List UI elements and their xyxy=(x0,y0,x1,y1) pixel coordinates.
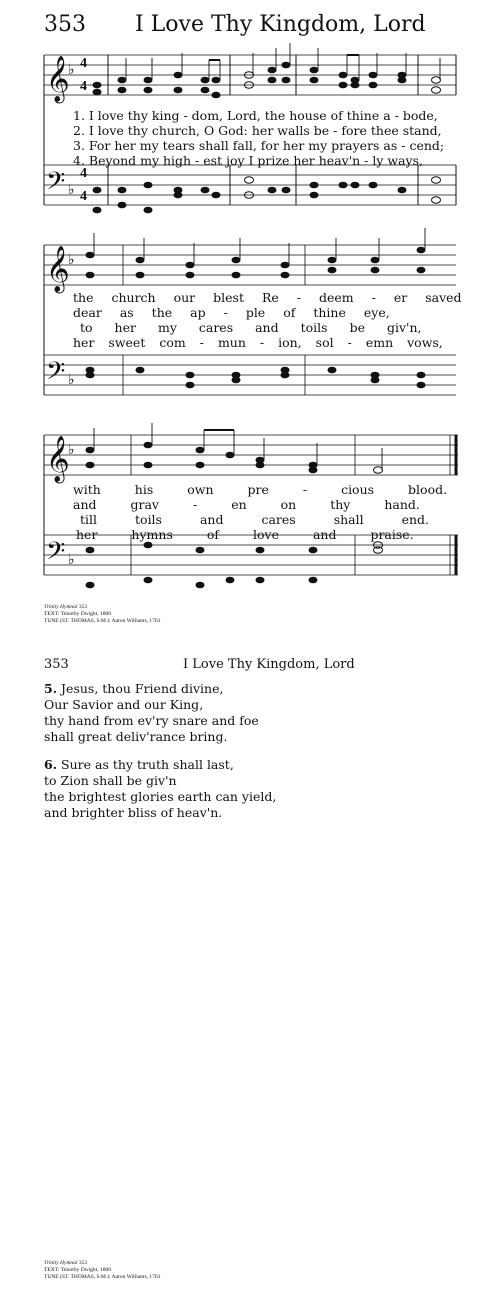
credits-text: TEXT: Timothy Dwight, 1800 xyxy=(44,611,111,618)
verse-3-line-1: 3. For her my tears shall fall, for her my prayers as - cend; xyxy=(73,138,445,153)
stems-system-1 xyxy=(126,43,440,80)
credits-book-number: 353 xyxy=(78,604,88,610)
credits-tune: TUNE (ST. THOMAS, S.M.): Aaron Williams, 1763 xyxy=(44,618,161,625)
credits-book-number: 353 xyxy=(78,1260,88,1266)
page2-hymn-number: 353 xyxy=(44,657,69,672)
credits-text: TEXT: Timothy Dwight, 1800 xyxy=(44,1267,111,1274)
bass-clef-icon: 𝄢 xyxy=(46,167,66,202)
svg-text:4: 4 xyxy=(80,189,87,204)
flat-icon: ♭ xyxy=(68,372,75,388)
stanza-6: 6. Sure as thy truth shall last, to Zion shall be giv'n the brightest glories earth can yield, and brighter bliss of heav'n. xyxy=(44,757,277,820)
notes-system-1 xyxy=(93,62,441,99)
verse-4-line-1: 4. Beyond my high - est joy I prize her heav'n - ly ways, xyxy=(73,153,423,168)
page2-hymn-title: I Love Thy Kingdom, Lord xyxy=(183,657,355,672)
svg-text:4: 4 xyxy=(80,166,87,181)
flat-icon: ♭ xyxy=(68,62,75,78)
bass-clef-icon: 𝄢 xyxy=(46,357,66,392)
verse-1-line-3: with his own pre - cious blood. xyxy=(73,482,448,497)
flat-icon: ♭ xyxy=(68,182,75,198)
verse-2-line-2: dear as the ap - ple of thine eye, xyxy=(73,305,390,320)
stems-system-3 xyxy=(94,423,382,470)
treble-clef-icon: 𝄞 xyxy=(46,436,70,482)
treble-clef-icon: 𝄞 xyxy=(46,246,70,292)
verse-1-line-2: the church our blest Re - deem - er saved xyxy=(73,290,462,305)
hymn-title: I Love Thy Kingdom, Lord xyxy=(135,12,426,37)
credits-block xyxy=(44,604,160,626)
credits-block-bottom xyxy=(44,1260,160,1282)
verse-3-line-2: to her my cares and toils be giv'n, xyxy=(80,320,422,335)
svg-text:4: 4 xyxy=(80,56,87,71)
verse-1-line-1: 1. I love thy king - dom, Lord, the house of thine a - bode, xyxy=(73,108,438,123)
treble-clef-icon: 𝄞 xyxy=(46,56,70,102)
flat-icon: ♭ xyxy=(68,552,75,568)
credits-tune: TUNE (ST. THOMAS, S.M.): Aaron Williams, 1763 xyxy=(44,1274,161,1281)
bass-clef-icon: 𝄢 xyxy=(46,537,66,572)
verse-2-line-1: 2. I love thy church, O God: her walls be - fore thee stand, xyxy=(73,123,442,138)
verse-4-line-3: her hymns of love and praise. xyxy=(76,527,414,542)
verse-4-line-2: her sweet com - mun - ion, sol - emn vows, xyxy=(73,335,443,350)
verse-3-line-3: till toils and cares shall end. xyxy=(80,512,430,527)
hymn-number: 353 xyxy=(44,12,86,37)
flat-icon: ♭ xyxy=(68,442,75,458)
svg-text:4: 4 xyxy=(80,79,87,94)
verse-2-line-3: and grav - en on thy hand. xyxy=(73,497,420,512)
flat-icon: ♭ xyxy=(68,252,75,268)
credits-book: Trinity Hymnal xyxy=(44,604,78,610)
stanza-5: 5. Jesus, thou Friend divine, Our Savior and our King, thy hand from ev'ry snare and foe shall great deliv'rance bring. xyxy=(44,681,259,744)
credits-book: Trinity Hymnal xyxy=(44,1260,78,1266)
